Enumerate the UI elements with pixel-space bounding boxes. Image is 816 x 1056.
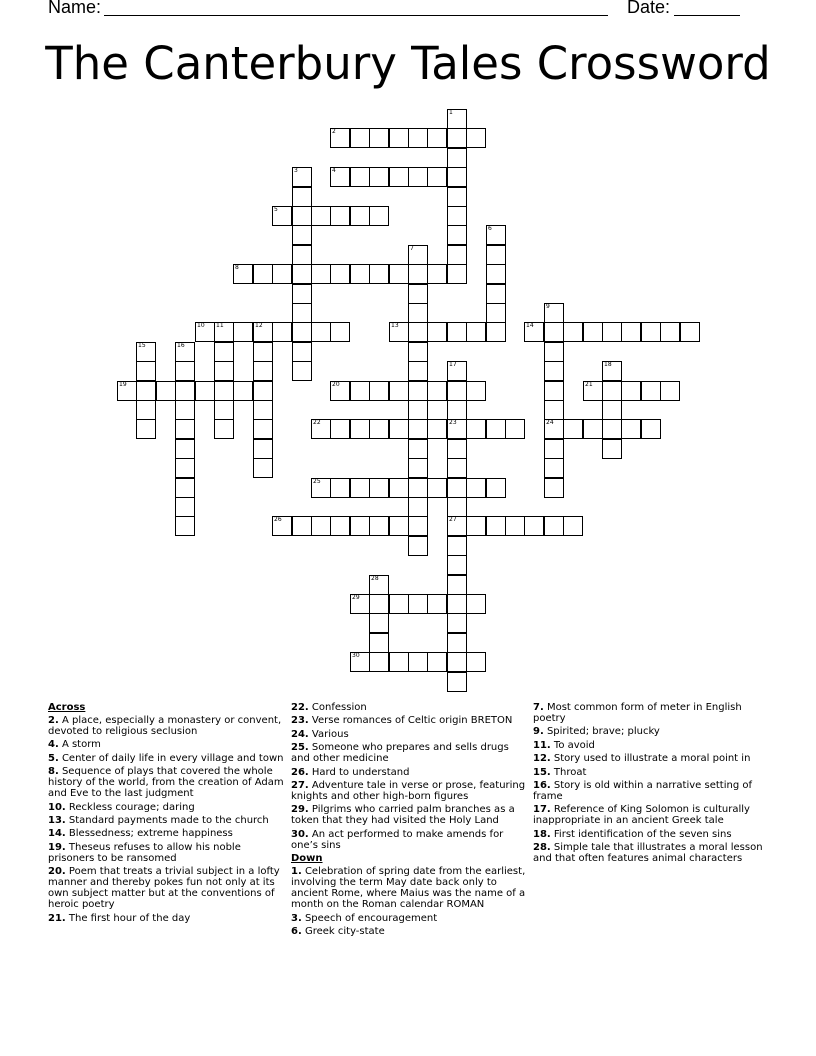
clue-text: Hard to understand	[311, 766, 410, 778]
clue-number: 25	[313, 478, 321, 485]
across-clue	[291, 729, 527, 740]
across-clue	[48, 866, 284, 910]
page-title: The Canterbury Tales Crossword	[45, 37, 771, 90]
clue-text: First identification of the seven sins	[553, 828, 732, 840]
clue-text: Story used to illustrate a moral point in	[553, 753, 751, 765]
clue-number: 12.	[533, 753, 551, 765]
clue-text: Standard payments made to the church	[68, 814, 269, 826]
clue-number: 17.	[533, 804, 551, 816]
clue-number: 22	[313, 419, 321, 426]
down-clue	[533, 702, 769, 724]
clue-text: Speech of encouragement	[304, 912, 438, 924]
clue-number: 10.	[48, 801, 66, 813]
clue-number: 4.	[48, 739, 59, 751]
clue-number: 21	[585, 381, 593, 388]
clue-text: Confession	[311, 702, 367, 713]
clue-number: 8	[235, 264, 239, 271]
clue-number: 18.	[533, 828, 551, 840]
down-clue	[533, 726, 769, 737]
across-clue	[291, 767, 527, 778]
clue-number: 14.	[48, 828, 66, 840]
clue-number: 18	[604, 361, 612, 368]
across-clue	[291, 715, 527, 726]
clue-number: 2	[332, 128, 336, 135]
across-clue	[48, 753, 284, 764]
clue-text: Verse romances of Celtic origin BRETON	[311, 715, 513, 727]
down-clue	[533, 780, 769, 802]
clue-text: Throat	[553, 766, 587, 778]
clue-text: Simple tale that illustrates a moral lesson and that often features animal characters	[533, 842, 763, 865]
name-label: Name:	[48, 0, 102, 17]
clue-number: 30.	[291, 828, 309, 840]
clue-number: 11.	[533, 739, 551, 751]
section-heading: Across	[48, 702, 86, 713]
down-clue	[533, 829, 769, 840]
clue-number: 26	[274, 516, 282, 523]
clue-number: 10	[197, 322, 205, 329]
across-clue	[48, 715, 284, 737]
across-clue	[48, 913, 284, 924]
down-clue	[533, 740, 769, 751]
clue-text: Pilgrims who carried palm branches as a token that they had visited the Holy Land	[291, 804, 515, 827]
across-clue	[48, 739, 284, 750]
clue-number: 17	[449, 361, 457, 368]
clue-number: 30	[352, 652, 360, 659]
clue-number: 23	[449, 419, 457, 426]
clue-text: Adventure tale in verse or prose, featuring knights and other high-born figures	[291, 779, 526, 802]
clue-number: 1	[449, 109, 453, 116]
clue-text: Most common form of meter in English poetry	[533, 702, 742, 724]
clue-number: 29	[352, 594, 360, 601]
clue-number: 27.	[291, 779, 309, 791]
clue-text: Greek city-state	[304, 925, 385, 937]
clue-number: 13.	[48, 814, 66, 826]
down-clue	[291, 913, 527, 924]
clue-text: Sequence of plays that covered the whole history of the world, from the creation of Adam and Eve to the last judgment	[48, 766, 284, 800]
across-clue	[48, 842, 284, 864]
clue-number: 9	[546, 303, 550, 310]
clue-number: 24.	[291, 728, 309, 740]
down-clue	[533, 753, 769, 764]
date-label: Date:	[627, 0, 671, 17]
clue-number: 27	[449, 516, 457, 523]
clue-text: A storm	[61, 739, 101, 751]
section-heading: Down	[291, 853, 323, 865]
down-clue	[533, 767, 769, 778]
down-clue	[533, 804, 769, 826]
clue-number: 20.	[48, 866, 66, 878]
clue-number: 22.	[291, 702, 309, 713]
clue-text: Spirited; brave; plucky	[546, 726, 660, 738]
clue-text: An act performed to make amends for one’s sins	[291, 828, 504, 851]
clue-number: 15	[138, 342, 146, 349]
clue-text: To avoid	[553, 739, 595, 751]
clue-text: Someone who prepares and sells drugs and other medicine	[291, 742, 509, 765]
across-clue	[48, 802, 284, 813]
clue-text: The first hour of the day	[68, 912, 191, 924]
clue-number: 5.	[48, 752, 59, 764]
down-clue	[291, 866, 527, 910]
clue-number: 28.	[533, 842, 551, 854]
clue-number: 4	[332, 167, 336, 174]
clue-number: 26.	[291, 766, 309, 778]
clue-number: 23.	[291, 715, 309, 727]
clue-number: 16.	[533, 779, 551, 791]
clue-text: Center of daily life in every village and town	[61, 752, 284, 764]
clue-column	[291, 702, 527, 939]
clue-text: Theseus refuses to allow his noble prisoners to be ransomed	[48, 841, 241, 864]
clue-number: 13	[391, 322, 399, 329]
clue-number: 25.	[291, 742, 309, 754]
across-clue	[48, 828, 284, 839]
clue-number: 12	[255, 322, 263, 329]
clue-number: 15.	[533, 766, 551, 778]
clue-number: 20	[332, 381, 340, 388]
clue-number: 6.	[291, 925, 302, 937]
across-clue	[291, 829, 527, 851]
across-clue	[291, 742, 527, 764]
clue-number: 21.	[48, 912, 66, 924]
across-clue	[291, 804, 527, 826]
clue-column	[533, 702, 769, 867]
clue-number: 5	[274, 206, 278, 213]
clue-number: 1.	[291, 866, 302, 878]
clue-number: 2.	[48, 715, 59, 726]
clue-number: 7	[410, 245, 414, 252]
clue-column	[48, 702, 284, 926]
clue-text: Blessedness; extreme happiness	[68, 828, 233, 840]
clue-text: A place, especially a monastery or convent, devoted to religious seclusion	[48, 715, 282, 737]
clue-number: 24	[546, 419, 554, 426]
clue-number: 29.	[291, 804, 309, 816]
clue-number: 8.	[48, 766, 59, 778]
clue-number: 7.	[533, 702, 544, 713]
clue-number: 19.	[48, 841, 66, 853]
clue-number: 3.	[291, 912, 302, 924]
clue-number: 6	[488, 225, 492, 232]
clue-text: Reference of King Solomon is culturally inappropriate in an ancient Greek tale	[533, 804, 750, 827]
clue-number: 14	[526, 322, 534, 329]
clue-number: 3	[294, 167, 298, 174]
clue-number: 11	[216, 322, 224, 329]
clue-number: 16	[177, 342, 185, 349]
clue-text: Celebration of spring date from the earliest, involving the term May date back only to ancient Rome, where Maius was the name of a month on the Roman calendar ROMAN	[291, 866, 526, 911]
clue-text: Reckless courage; daring	[68, 801, 195, 813]
across-clue	[48, 815, 284, 826]
across-clue	[48, 766, 284, 799]
clue-text: Various	[311, 728, 349, 740]
across-clue	[291, 780, 527, 802]
clue-text: Story is old within a narrative setting of frame	[533, 779, 752, 802]
down-clue	[533, 842, 769, 864]
clue-number: 28	[371, 575, 379, 582]
clue-text: Poem that treats a trivial subject in a lofty manner and thereby pokes fun not only at its own subject matter but at the conventions of heroic poetry	[48, 866, 280, 911]
across-clue	[291, 702, 527, 713]
down-clue	[291, 926, 527, 937]
clue-number: 9.	[533, 726, 544, 738]
clue-number: 19	[119, 381, 127, 388]
